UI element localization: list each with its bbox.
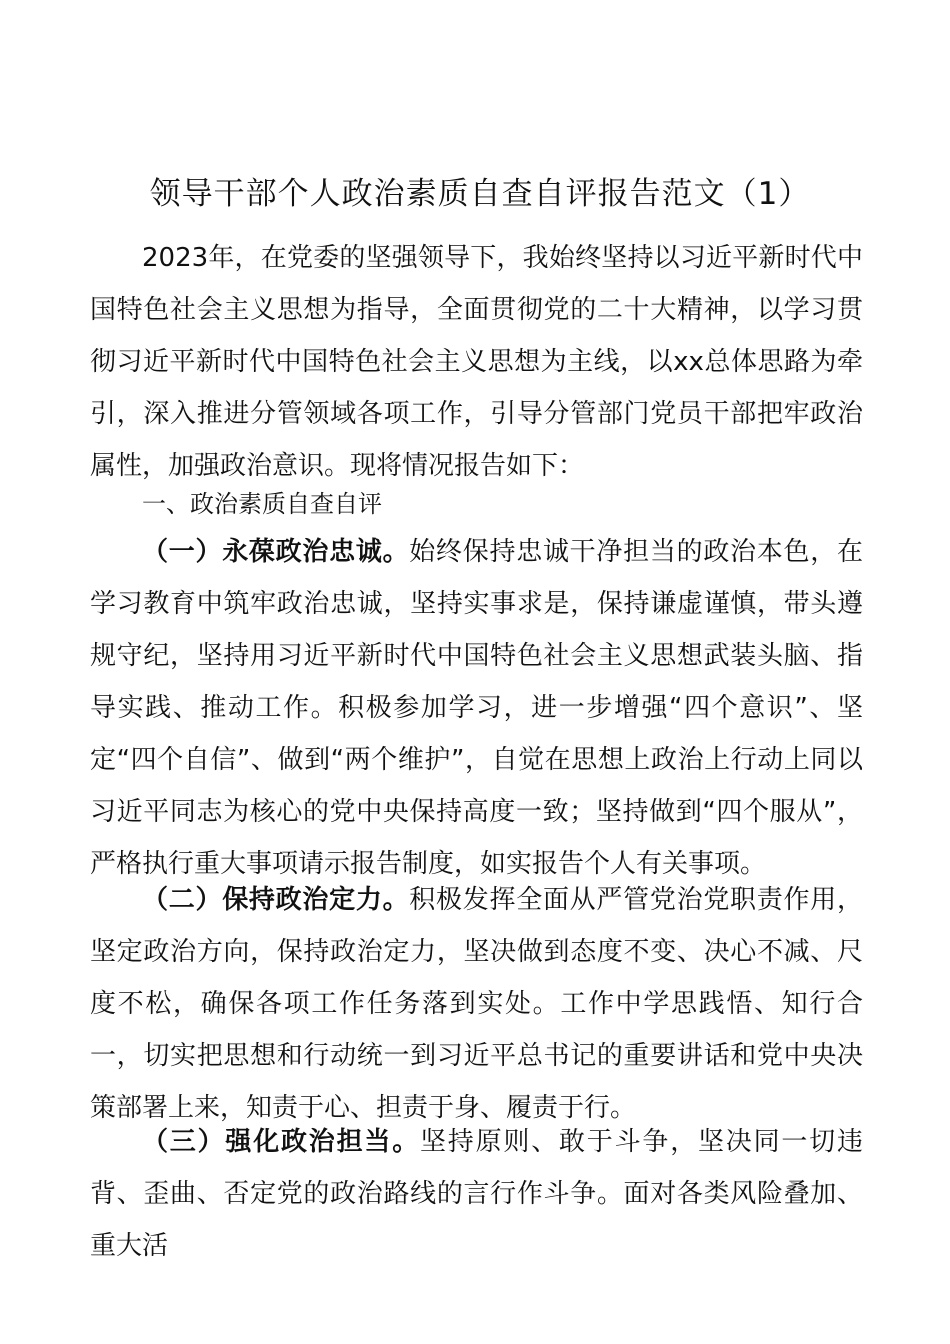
item-1-paragraph [90,526,863,890]
item-1-heading: （一）永葆政治忠诚。 [142,537,410,567]
item-3-text: 坚持原则、敢于斗争，坚决同一切违背、歪曲、否定党的政治路线的言行作斗争。面对各类风险叠加、重大活 [90,1127,863,1261]
item-3-paragraph [90,1116,863,1272]
intro-paragraph: 2023年，在党委的坚强领导下，我始终坚持以习近平新时代中国特色社会主义思想为指导，全面贯彻党的二十大精神，以学习贯彻习近平新时代中国特色社会主义思想为主线，以xx总体思路为牵引，深入推进分管领域各项工作，引导分管部门党员干部把牢政治属性，加强政治意识。现将情况报告如下： [90,243,863,481]
section-heading: 一、政治素质自查自评 [142,490,382,518]
document-title: 领导干部个人政治素质自查自评报告范文（1） [149,176,811,212]
item-3-heading: （三）强化政治担当。 [142,1127,420,1157]
item-2-paragraph [90,874,863,1134]
item-1-text: 始终保持忠诚干净担当的政治本色，在学习教育中筑牢政治忠诚，坚持实事求是，保持谦虚谨慎，带头遵规守纪，坚持用习近平新时代中国特色社会主义思想武装头脑、指导实践、推动工作。积极参加学习，进一步增强“四个意识”、坚定“四个自信”、做到“两个维护”，自觉在思想上政治上行动上同以习近平同志为核心的党中央保持高度一致；坚持做到“四个服从”，严格执行重大事项请示报告制度，如实报告个人有关事项。 [90,537,863,879]
item-2-heading: （二）保持政治定力。 [142,885,410,915]
item-2-text: 积极发挥全面从严管党治党职责作用，坚定政治方向，保持政治定力，坚决做到态度不变、决心不减、尺度不松，确保各项工作任务落到实处。工作中学思践悟、知行合一，切实把思想和行动统一到习近平总书记的重要讲话和党中央决策部署上来，知责于心、担责于身、履责于行。 [90,885,863,1123]
